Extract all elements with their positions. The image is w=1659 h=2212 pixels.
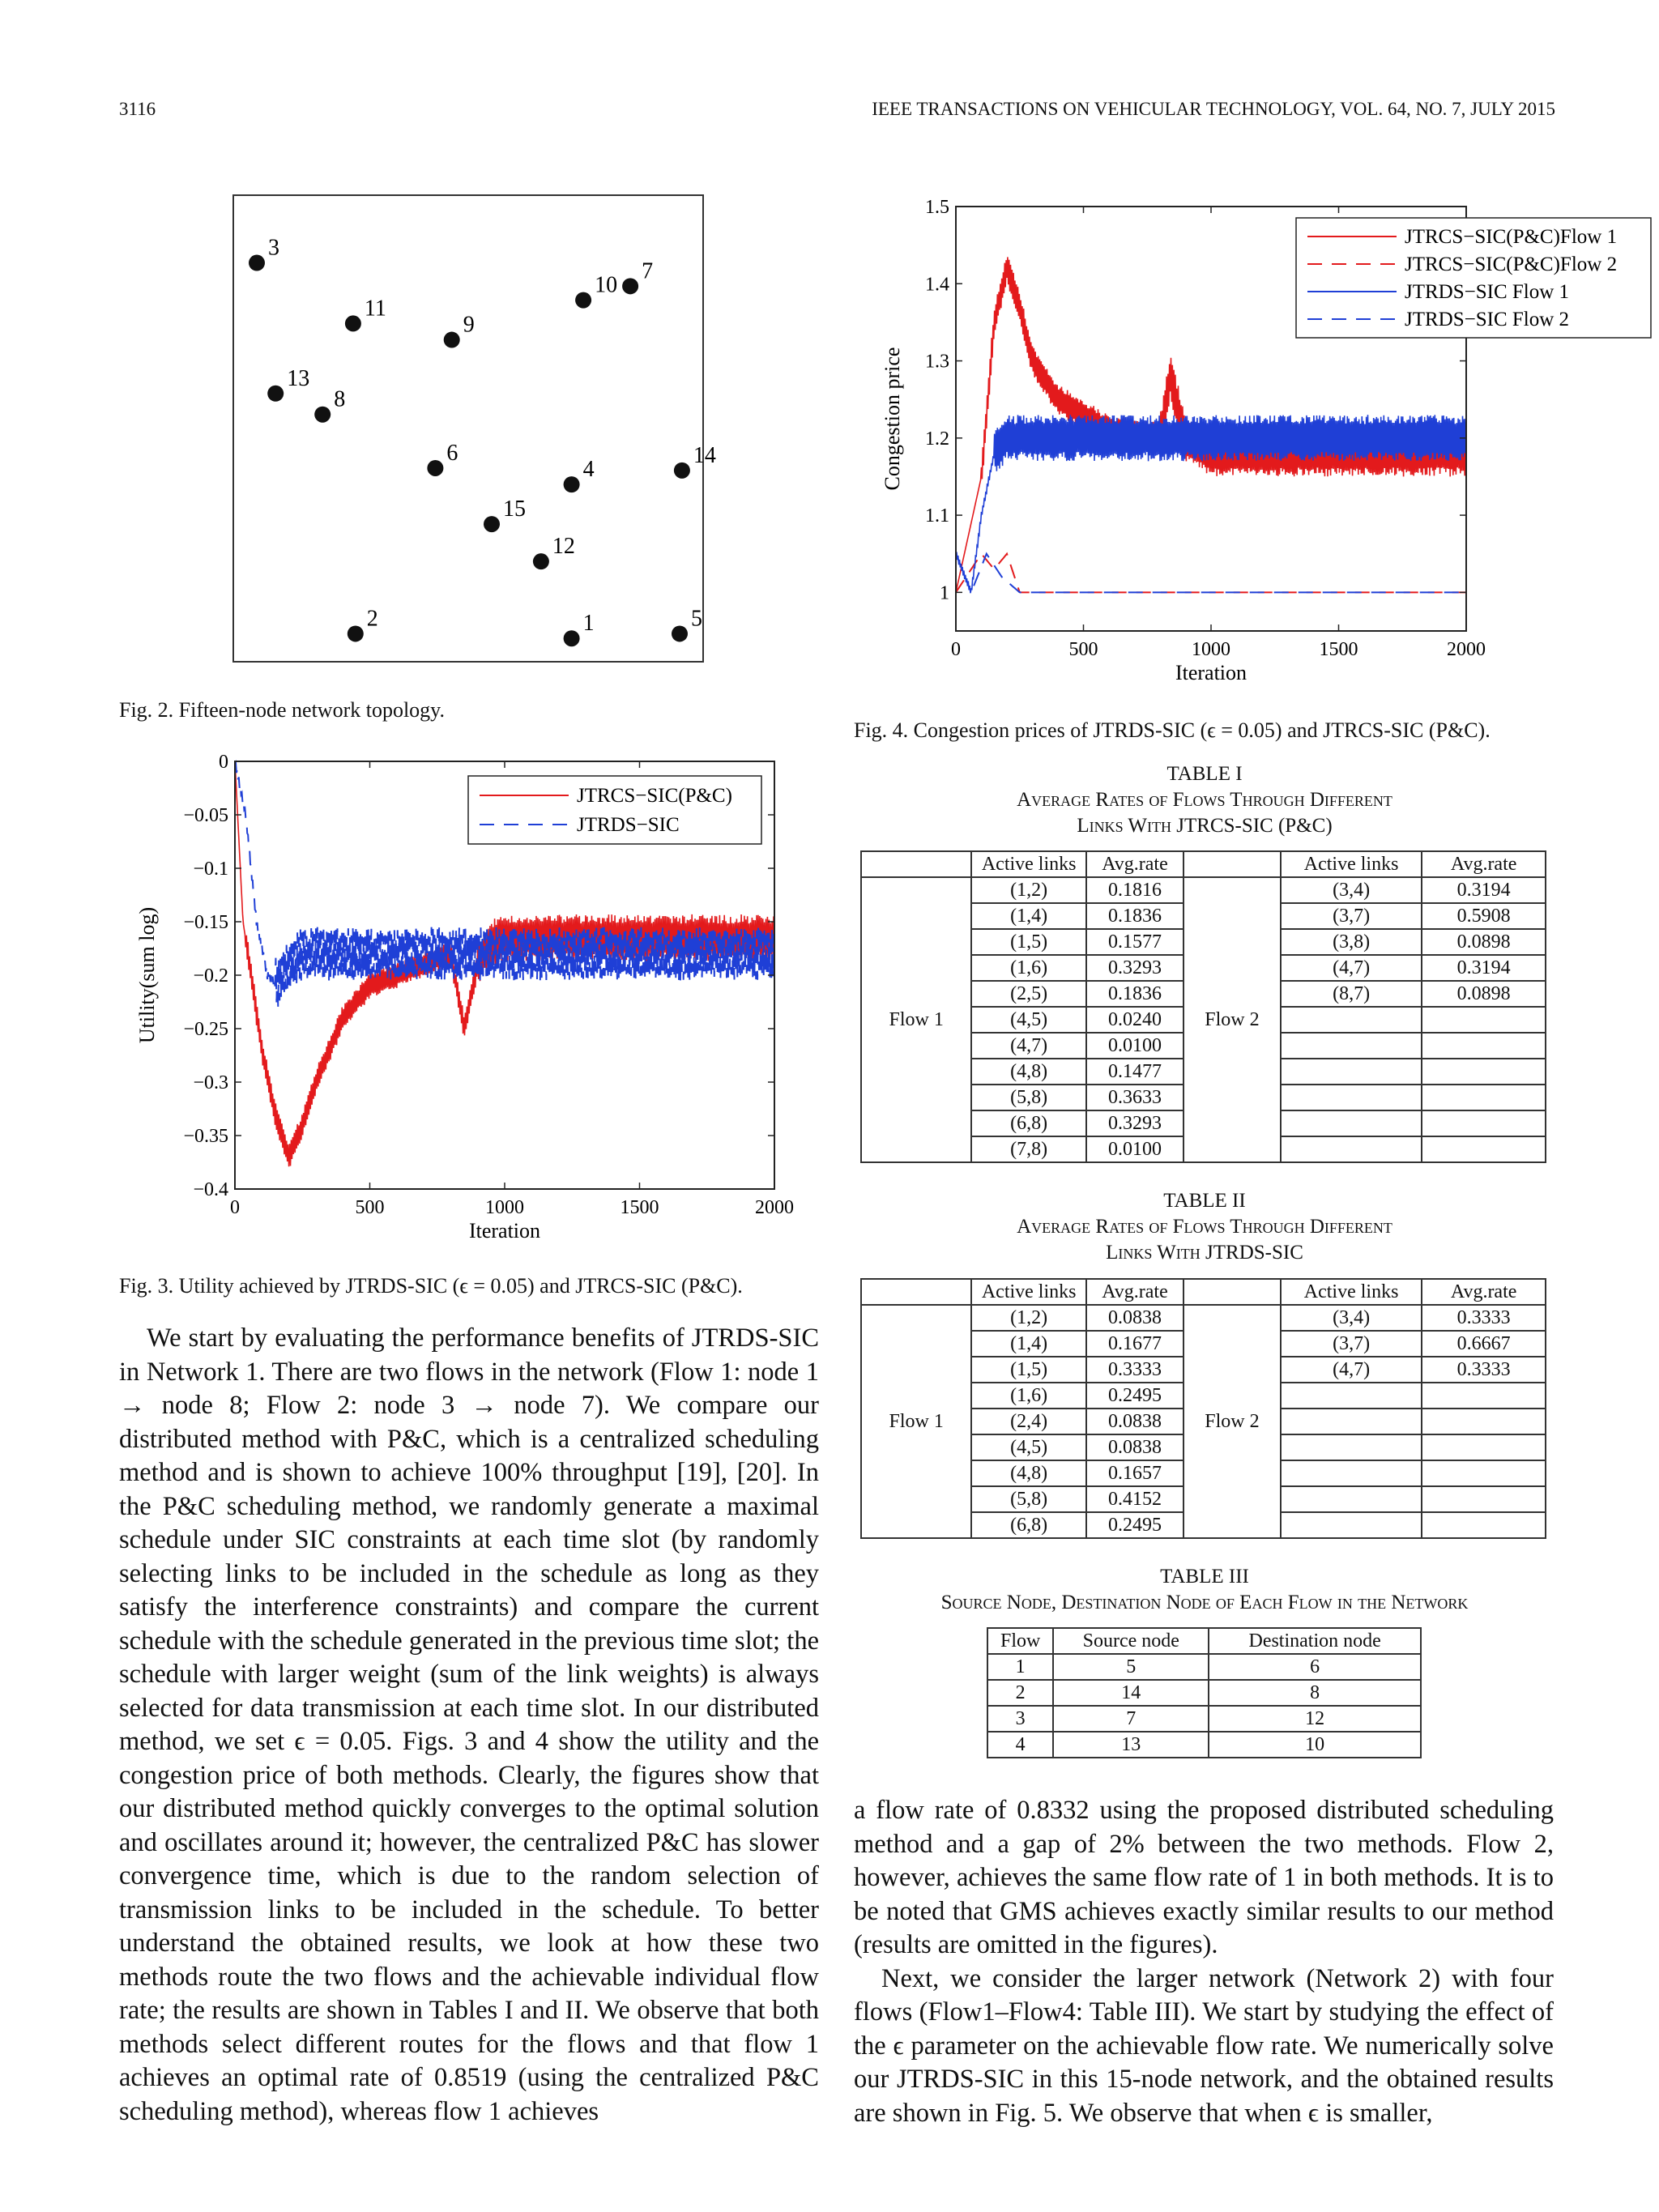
table-cell (1281, 1085, 1422, 1110)
table-cell (1422, 1383, 1546, 1409)
x-axis-label: Iteration (468, 1219, 541, 1242)
table-cell: 2 (987, 1680, 1053, 1706)
table-cell: (4,5) (971, 1007, 1086, 1033)
node-label-4: 4 (582, 457, 595, 483)
y-tick-label: 1.3 (925, 351, 949, 373)
node-4 (564, 476, 580, 492)
table3-label: TABLE III (1160, 1566, 1249, 1588)
x-tick-label: 0 (951, 639, 961, 660)
fig3-caption: Fig. 3. Utility achieved by JTRDS-SIC (ϵ = 0.05) and JTRCS-SIC (P&C). (119, 1274, 743, 1298)
node-label-2: 2 (366, 606, 378, 632)
flow2-label: Flow 2 (1183, 1305, 1281, 1538)
table1-caption (860, 761, 1549, 839)
table2-title-line1: Average Rates of Flows Through Different (1017, 1216, 1392, 1238)
table2-caption (860, 1188, 1549, 1266)
table-cell: 0.0100 (1086, 1033, 1183, 1059)
table1-title-line2: Links With JTRCS-SIC (P&C) (1077, 815, 1333, 837)
table-cell: (4,8) (971, 1460, 1086, 1486)
x-tick-label: 2000 (1447, 639, 1486, 660)
table-cell: 6 (1209, 1654, 1421, 1680)
series-line-3 (956, 554, 1466, 593)
table-cell: 1 (987, 1654, 1053, 1680)
legend-label-1: JTRDS−SIC (577, 814, 680, 836)
table3-title: Source Node, Destination Node of Each Flow in the Network (940, 1592, 1469, 1613)
table-header-cell: Avg.rate (1422, 851, 1546, 877)
table-cell: 0.3333 (1422, 1305, 1546, 1331)
table-cell: (1,2) (971, 1305, 1086, 1331)
table-cell: 0.1836 (1086, 981, 1183, 1007)
table-cell: 0.3333 (1086, 1357, 1183, 1383)
node-label-3: 3 (268, 235, 279, 261)
table-header-row (987, 1628, 1421, 1654)
table-cell: (1,6) (971, 1383, 1086, 1409)
table-cell (1422, 1409, 1546, 1434)
table-cell: (3,4) (1281, 1305, 1422, 1331)
table-cell (1281, 1409, 1422, 1434)
table-cell: 0.0838 (1086, 1305, 1183, 1331)
y-tick-label: −0.1 (193, 859, 228, 880)
table3 (987, 1627, 1422, 1758)
table-header-cell (1183, 1279, 1281, 1305)
node-label-15: 15 (503, 497, 526, 522)
series-line-1 (956, 554, 1466, 593)
table-cell (1281, 1033, 1422, 1059)
table-cell: (1,4) (971, 1331, 1086, 1357)
table-cell: (3,7) (1281, 1331, 1422, 1357)
table2 (860, 1278, 1546, 1539)
table-cell (1422, 1460, 1546, 1486)
x-tick-label: 1500 (620, 1197, 659, 1218)
table-cell: 0.1577 (1086, 929, 1183, 955)
flow2-label: Flow 2 (1183, 877, 1281, 1162)
y-tick-label: 1.2 (925, 428, 949, 450)
table-header-row (861, 1279, 1546, 1305)
table1-title-line1: Average Rates of Flows Through Different (1017, 789, 1392, 811)
table-cell: (1,5) (971, 929, 1086, 955)
table-cell (1422, 1007, 1546, 1033)
x-tick-label: 1000 (485, 1197, 524, 1218)
table-cell (1281, 1434, 1422, 1460)
x-tick-label: 2000 (755, 1197, 794, 1218)
fig2-frame (233, 195, 703, 662)
table-row (987, 1732, 1421, 1758)
table-cell (1422, 1434, 1546, 1460)
table-header-cell: Destination node (1209, 1628, 1421, 1654)
table1-label: TABLE I (1166, 763, 1243, 785)
table-cell: (4,8) (971, 1059, 1086, 1085)
node-8 (314, 407, 331, 423)
table-cell: 0.1677 (1086, 1331, 1183, 1357)
table-cell: 0.3333 (1422, 1357, 1546, 1383)
table-header-cell: Flow (987, 1628, 1053, 1654)
x-axis-label: Iteration (1175, 661, 1247, 684)
table-cell: 0.3194 (1422, 955, 1546, 981)
node-6 (427, 460, 443, 476)
node-label-12: 12 (552, 534, 575, 560)
y-tick-label: 0 (219, 752, 228, 773)
table-cell: (2,5) (971, 981, 1086, 1007)
table-header-cell: Avg.rate (1086, 1279, 1183, 1305)
table-header-cell (861, 1279, 971, 1305)
y-tick-label: −0.2 (193, 965, 228, 987)
table-cell: (3,7) (1281, 903, 1422, 929)
table-cell (1422, 1033, 1546, 1059)
node-label-8: 8 (334, 386, 346, 412)
table-header-cell: Source node (1053, 1628, 1209, 1654)
y-tick-label: −0.3 (193, 1072, 228, 1093)
y-tick-label: 1.4 (925, 274, 949, 296)
table-cell: (4,7) (971, 1033, 1086, 1059)
table-cell: (1,4) (971, 903, 1086, 929)
table-cell (1422, 1512, 1546, 1538)
table-cell: 0.3194 (1422, 877, 1546, 903)
body-right-paragraph-2: Next, we consider the larger network (Network 2) with four flows (Flow1–Flow4: Table III). We start by studying the effect of the ϵ parameter on the achievable flow rate. We numerically solve our JTRDS-SIC in this 15-node network, and the obtained results are shown in Fig. 5. We observe that when ϵ is smaller, (854, 1963, 1554, 2128)
table-cell: 0.0240 (1086, 1007, 1183, 1033)
fig2-caption: Fig. 2. Fifteen-node network topology. (119, 698, 445, 722)
table-cell: (4,7) (1281, 955, 1422, 981)
node-11 (345, 315, 361, 331)
node-label-13: 13 (287, 365, 310, 391)
table-cell: 0.1816 (1086, 877, 1183, 903)
fig4-chart (875, 190, 1618, 701)
table-cell: (1,6) (971, 955, 1086, 981)
table-cell: 0.0100 (1086, 1136, 1183, 1162)
table-cell: 10 (1209, 1732, 1421, 1758)
table-header-cell: Avg.rate (1086, 851, 1183, 877)
node-14 (674, 462, 690, 479)
body-left-paragraph: We start by evaluating the performance benefits of JTRDS-SIC in Network 1. There are two flows in the network (Flow 1: node 1 → node 8; Flow 2: node 3 → node 7). We compare our distributed method with P&C, which is a centralized scheduling method and is shown to achieve 100% throughput [19], [20]. In the P&C scheduling method, we randomly generate a maximal schedule under SIC constraints at each time slot (by randomly selecting links to be included in the schedule as long as they satisfy the interference constraints) and compare the current schedule with the schedule generated in the previous time slot; the schedule with larger weight (sum of the link weights) is always selected for data transmission at each time slot. In our distributed method, we set ϵ = 0.05. Figs. 3 and 4 show the utility and the congestion price of both methods. Clearly, the figures show that our distributed method quickly converges to the optimal solution and oscillates around it; however, the centralized P&C has slower convergence time, which is due to the random selection of transmission links to be included in the schedule. To better understand the obtained results, we look at how these two methods route the two flows and the achievable individual flow rate; the results are shown in Tables I and II. We observe that both methods select different routes for the flows and that flow 1 achieves an optimal rate of 0.8519 (using the centralized P&C scheduling method), whereas flow 1 achieves (119, 1323, 819, 2126)
y-tick-label: 1 (940, 582, 949, 604)
table-cell: 0.0838 (1086, 1409, 1183, 1434)
table-cell: 0.3293 (1086, 1110, 1183, 1136)
journal-header: IEEE TRANSACTIONS ON VEHICULAR TECHNOLOGY, VOL. 64, NO. 7, JULY 2015 (872, 99, 1555, 119)
y-tick-label: −0.15 (183, 912, 228, 933)
table-cell: 12 (1209, 1706, 1421, 1732)
table2-label: TABLE II (1163, 1190, 1246, 1212)
table-cell: 0.1657 (1086, 1460, 1183, 1486)
node-2 (348, 625, 364, 641)
table-cell: (1,2) (971, 877, 1086, 903)
table-cell: 0.1836 (1086, 903, 1183, 929)
body-right-paragraph-1: a flow rate of 0.8332 using the proposed distributed scheduling method and a gap of 2% between the two methods. Flow 2, however, achieves the same flow rate of 1 in both methods. It is to be noted that GMS achieves exactly similar results to our method (results are omitted in the figures). (854, 1796, 1554, 1959)
table-cell: (1,5) (971, 1357, 1086, 1383)
node-3 (249, 255, 265, 271)
x-tick-label: 0 (230, 1197, 240, 1218)
table-cell: (4,5) (971, 1434, 1086, 1460)
table-cell: 0.2495 (1086, 1512, 1183, 1538)
table2-title-line2: Links With JTRDS-SIC (1106, 1242, 1303, 1264)
node-7 (622, 278, 638, 294)
node-label-6: 6 (446, 440, 458, 466)
table-cell: (3,4) (1281, 877, 1422, 903)
table-cell: 0.0838 (1086, 1434, 1183, 1460)
table-cell: (5,8) (971, 1486, 1086, 1512)
table-cell: (5,8) (971, 1085, 1086, 1110)
table-cell: 0.5908 (1422, 903, 1546, 929)
y-tick-label: −0.25 (183, 1019, 228, 1040)
table-cell: 0.2495 (1086, 1383, 1183, 1409)
y-tick-label: −0.35 (183, 1126, 228, 1147)
node-label-10: 10 (595, 272, 618, 298)
table-cell (1281, 1486, 1422, 1512)
table-header-cell: Avg.rate (1422, 1279, 1546, 1305)
node-15 (484, 516, 500, 532)
table-cell: (4,7) (1281, 1357, 1422, 1383)
table-cell: (6,8) (971, 1110, 1086, 1136)
node-5 (672, 625, 688, 641)
y-axis-label: Congestion price (881, 347, 904, 491)
body-left-column (119, 1322, 819, 2129)
y-tick-label: 1.5 (925, 197, 949, 218)
table-cell (1422, 1136, 1546, 1162)
table-cell: 3 (987, 1706, 1053, 1732)
y-tick-label: −0.05 (183, 805, 228, 826)
table-header-cell: Active links (1281, 851, 1422, 877)
table-header-cell: Active links (971, 851, 1086, 877)
flow1-label: Flow 1 (861, 877, 971, 1162)
x-tick-label: 1000 (1192, 639, 1230, 660)
table-header-row (861, 851, 1546, 877)
x-tick-label: 500 (1068, 639, 1098, 660)
series-line-2 (956, 415, 1466, 593)
page-number: 3116 (119, 99, 156, 119)
table-cell: 5 (1053, 1654, 1209, 1680)
node-label-5: 5 (691, 606, 702, 632)
table-cell: 4 (987, 1732, 1053, 1758)
table-cell (1281, 1059, 1422, 1085)
table-cell: (7,8) (971, 1136, 1086, 1162)
table-cell: 13 (1053, 1732, 1209, 1758)
fig4-caption: Fig. 4. Congestion prices of JTRDS-SIC (ϵ = 0.05) and JTRCS-SIC (P&C). (854, 718, 1491, 742)
node-12 (533, 553, 549, 569)
table-cell (1422, 1085, 1546, 1110)
table-cell: (2,4) (971, 1409, 1086, 1434)
legend-label-2: JTRDS−SIC Flow 1 (1405, 281, 1570, 303)
fig2-topology (232, 194, 716, 663)
y-tick-label: 1.1 (925, 505, 949, 527)
table-header-cell: Active links (1281, 1279, 1422, 1305)
table-cell: 0.0898 (1422, 929, 1546, 955)
legend-label-0: JTRCS−SIC(P&C) (577, 785, 732, 807)
table-cell: 0.1477 (1086, 1059, 1183, 1085)
table-cell (1422, 1486, 1546, 1512)
legend-label-0: JTRCS−SIC(P&C)Flow 1 (1405, 226, 1618, 248)
table-cell (1281, 1460, 1422, 1486)
fig3-chart (122, 753, 818, 1255)
body-right-column (854, 1794, 1554, 2130)
node-label-9: 9 (463, 312, 475, 338)
legend-label-1: JTRCS−SIC(P&C)Flow 2 (1405, 254, 1618, 275)
table-cell (1281, 1110, 1422, 1136)
table1 (860, 850, 1546, 1163)
x-tick-label: 500 (355, 1197, 385, 1218)
node-label-7: 7 (642, 258, 654, 284)
table-header-cell (861, 851, 971, 877)
table-cell: (8,7) (1281, 981, 1422, 1007)
node-10 (575, 292, 591, 309)
table-row (987, 1706, 1421, 1732)
table-cell: (3,8) (1281, 929, 1422, 955)
node-9 (444, 332, 460, 348)
table-cell: 14 (1053, 1680, 1209, 1706)
node-13 (267, 386, 284, 402)
table-cell: 0.4152 (1086, 1486, 1183, 1512)
table-cell: 0.3293 (1086, 955, 1183, 981)
table-cell (1281, 1512, 1422, 1538)
flow1-label: Flow 1 (861, 1305, 971, 1538)
table-cell (1281, 1007, 1422, 1033)
y-tick-label: −0.4 (193, 1179, 228, 1200)
node-label-1: 1 (582, 611, 595, 637)
table-cell (1422, 1059, 1546, 1085)
table3-caption (860, 1564, 1549, 1616)
table-cell (1422, 1110, 1546, 1136)
y-axis-label: Utility(sum log) (135, 906, 159, 1044)
table-row (987, 1654, 1421, 1680)
node-1 (564, 630, 580, 646)
table-row (861, 1305, 1546, 1331)
legend-label-3: JTRDS−SIC Flow 2 (1405, 309, 1570, 330)
x-tick-label: 1500 (1319, 639, 1358, 660)
table-cell: 8 (1209, 1680, 1421, 1706)
node-label-11: 11 (364, 296, 386, 322)
table-cell: (6,8) (971, 1512, 1086, 1538)
table-cell: 0.0898 (1422, 981, 1546, 1007)
table-row (987, 1680, 1421, 1706)
table-cell: 7 (1053, 1706, 1209, 1732)
table-cell: 0.6667 (1422, 1331, 1546, 1357)
table-cell (1281, 1383, 1422, 1409)
table-row (861, 877, 1546, 903)
table-header-cell: Active links (971, 1279, 1086, 1305)
table-header-cell (1183, 851, 1281, 877)
table-cell (1281, 1136, 1422, 1162)
table-cell: 0.3633 (1086, 1085, 1183, 1110)
node-label-14: 14 (693, 442, 716, 468)
